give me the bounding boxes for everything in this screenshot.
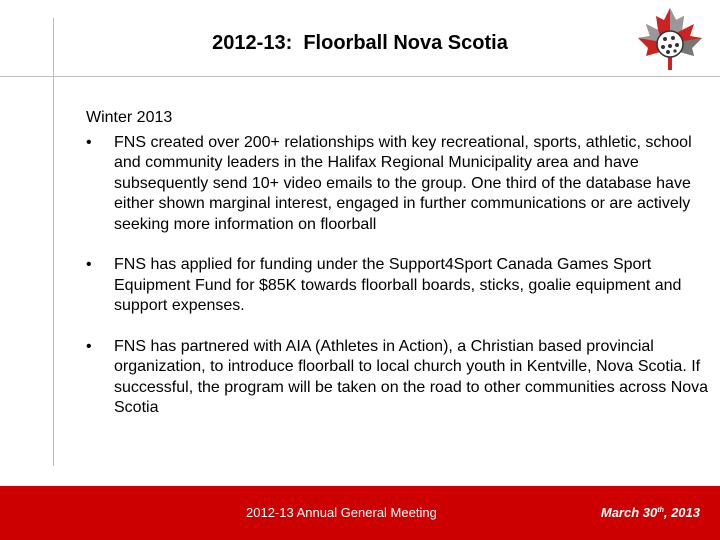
bullet-item: [86, 337, 716, 419]
bullet-item: [86, 255, 716, 317]
bullet-text: FNS has applied for funding under the Support4Sport Canada Games Sport Equipment Fund for $85K towards floorball boards, sticks, goalie equipment and support expenses.: [114, 256, 682, 314]
bullet-text: FNS created over 200+ relationships with key recreational, sports, athletic, school and community leaders in the Halifax Regional Municipality area and have subsequently send 10+ video emails to the group. One third of the database have either shown marginal interest, engaged in further communications or are actively seeking more information on floorball: [114, 133, 692, 233]
slide-title: 2012-13: Floorball Nova Scotia: [212, 32, 508, 54]
footer-date-year: , 2013: [663, 505, 700, 520]
footer-meeting-label: 2012-13 Annual General Meeting: [246, 505, 437, 520]
bullet-icon: •: [86, 133, 92, 151]
horizontal-divider: [0, 76, 720, 77]
bullet-text: FNS has partnered with AIA (Athletes in Action), a Christian based provincial organization, to introduce floorball to local church youth in Kentville, Nova Scotia. If successful, the program will be taken on the road to other communities across Nova Scotia: [114, 337, 709, 416]
footer-date-ordinal: th: [657, 507, 664, 514]
footer-date-month: March 30: [600, 505, 658, 520]
section-heading: Winter 2013: [86, 109, 173, 126]
bullet-icon: •: [86, 256, 92, 273]
maple-leaf-floorball-logo-icon: [632, 6, 708, 72]
bullet-icon: •: [86, 337, 92, 355]
footer-bar: [0, 486, 720, 540]
footer-date: [601, 505, 700, 520]
vertical-divider: [53, 18, 54, 466]
bullet-item: [86, 133, 716, 236]
slide-body: [86, 108, 716, 439]
